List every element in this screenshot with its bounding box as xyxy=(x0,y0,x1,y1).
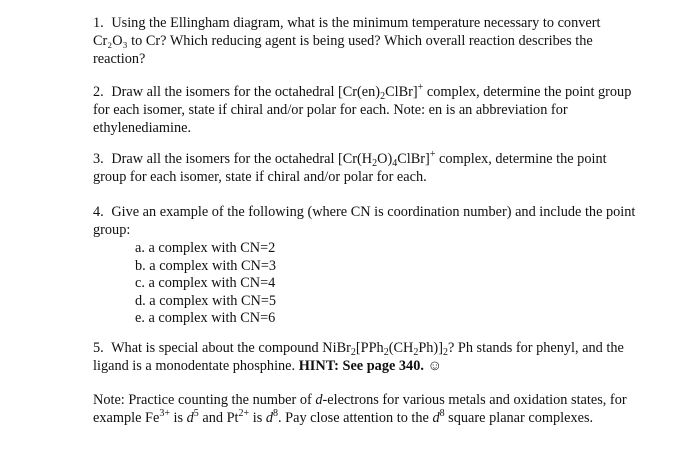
q2-text-3: complex, determine the point group for each isomer, state if chiral and/or polar for each. Note: en is an abbreviation for ethylenediamine. xyxy=(93,84,632,136)
q5-text-1: What is special about the compound NiBr xyxy=(111,340,351,356)
q2-text-1: Draw all the isomers for the octahedral [Cr(en) xyxy=(111,84,381,100)
note-text-2: -electrons for various metals and oxidation states, for example Fe xyxy=(93,392,627,426)
q5-text-4: Ph)] xyxy=(418,340,443,356)
question-number: 3. xyxy=(93,151,104,167)
subscript: 2 xyxy=(383,347,389,358)
smiley-icon: ☺ xyxy=(427,358,443,374)
note-paragraph xyxy=(93,391,638,427)
note-text-1: Note: Practice counting the number of xyxy=(93,392,316,408)
question-3 xyxy=(93,150,638,186)
q3-text-2: O) xyxy=(377,151,393,167)
superscript: + xyxy=(417,82,424,93)
note-text-7: square planar complexes. xyxy=(444,410,594,426)
subscript: 2 xyxy=(380,91,386,102)
subscript: 4 xyxy=(392,158,398,169)
list-item: a. a complex with CN=2 xyxy=(135,240,276,256)
question-number: 2. xyxy=(93,84,104,100)
list-item: b. a complex with CN=3 xyxy=(135,257,277,274)
question-number: 5. xyxy=(93,340,104,356)
superscript: 8 xyxy=(439,408,445,419)
d-symbol: d xyxy=(315,392,323,408)
note-text-6: . Pay close attention to the xyxy=(278,410,433,426)
question-text: Give an example of the following (where CN is coordination number) and include the point group: xyxy=(93,204,636,238)
question-number: 1. xyxy=(93,15,104,31)
superscript: + xyxy=(429,149,436,160)
sub-question-list xyxy=(93,239,638,327)
d-symbol: d xyxy=(265,410,273,426)
question-number: 4. xyxy=(93,204,104,220)
subscript: 2 xyxy=(350,347,356,358)
d-symbol: d xyxy=(186,410,194,426)
q3-text-4: complex, determine the point group for each isomer, state if chiral and/or polar for each. xyxy=(93,151,607,185)
note-text-5: is xyxy=(249,410,266,426)
superscript: 5 xyxy=(193,408,199,419)
note-text-4: and Pt xyxy=(198,410,239,426)
list-item: c. a complex with CN=4 xyxy=(135,275,276,292)
question-4 xyxy=(93,203,638,327)
question-text: Using the Ellingham diagram, what is the minimum temperature necessary to convert Cr₂O₃ to Cr? Which reducing agent is being used? Which overall reaction describes the reaction? xyxy=(93,15,601,67)
superscript: 8 xyxy=(273,408,278,419)
q3-text-3: ClBr] xyxy=(397,151,430,167)
subscript: 2 xyxy=(413,347,419,358)
q3-text-1: Draw all the isomers for the octahedral [Cr(H xyxy=(111,151,373,167)
list-item: d. a complex with CN=5 xyxy=(135,292,277,309)
d-symbol: d xyxy=(432,410,440,426)
note-text-3: is xyxy=(169,410,187,426)
q5-text-2: [PPh xyxy=(355,340,384,356)
q5-text-3: (CH xyxy=(388,340,414,356)
subscript: 2 xyxy=(372,158,378,169)
question-2 xyxy=(93,83,638,137)
subscript: 2 xyxy=(442,347,448,358)
list-item: e. a complex with CN=6 xyxy=(135,310,276,327)
q5-text-5: ? Ph stands for phenyl, and the ligand is a monodentate phosphine. xyxy=(93,340,624,374)
superscript: 3+ xyxy=(159,408,170,419)
hint-text: HINT: See page 340. xyxy=(298,358,424,374)
superscript: 2+ xyxy=(238,408,250,419)
question-1 xyxy=(93,14,638,68)
question-5 xyxy=(93,339,638,375)
q2-text-2: ClBr] xyxy=(385,84,418,100)
